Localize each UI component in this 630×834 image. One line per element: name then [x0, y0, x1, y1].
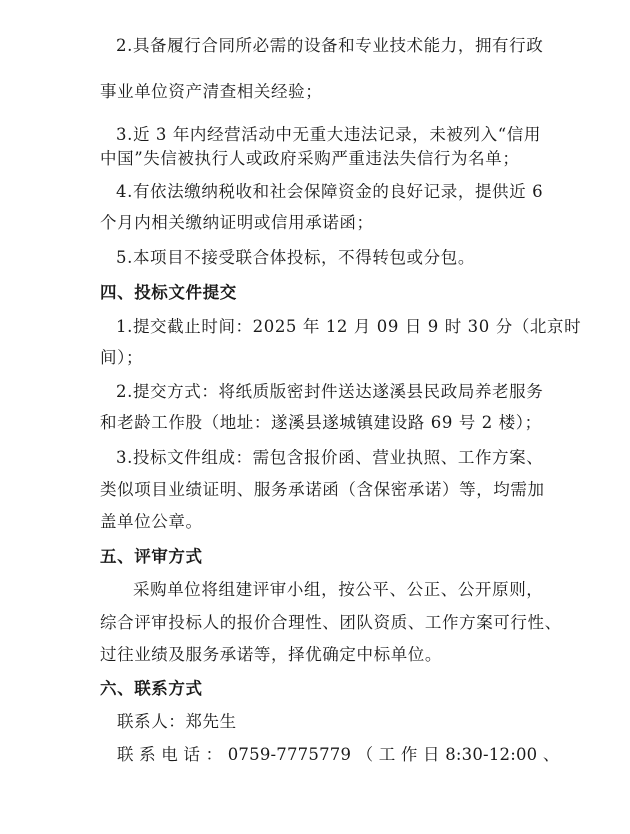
requirement-2-line-2: 事业单位资产清查相关经验；: [100, 82, 323, 101]
section-4-heading: 四、投标文件提交: [100, 283, 237, 302]
submit-item-1-line-1: 1.提交截止时间：2025 年 12 月 09 日 9 时 30 分（北京时: [116, 317, 582, 336]
submit-item-3-line-2: 类似项目业绩证明、服务承诺函（含保密承诺）等，均需加: [100, 480, 545, 499]
evaluation-line-2: 综合评审投标人的报价合理性、团队资质、工作方案可行性、: [100, 613, 562, 632]
requirement-5-line: 5.本项目不接受联合体投标，不得转包或分包。: [116, 248, 475, 267]
requirement-4-line-1: 4.有依法缴纳税收和社会保障资金的良好记录，提供近 6: [116, 182, 544, 201]
evaluation-line-3: 过往业绩及服务承诺等，择优确定中标单位。: [100, 645, 442, 664]
contact-phone-line: 联 系 电 话 ： 0759-7775779 （ 工 作 日 8:30-12:00 、: [117, 745, 560, 764]
section-6-heading: 六、联系方式: [100, 679, 203, 698]
requirement-4-line-2: 个月内相关缴纳证明或信用承诺函；: [100, 213, 374, 232]
contact-person-line: 联系人：郑先生: [117, 712, 237, 731]
submit-item-3-line-1: 3.投标文件组成：需包含报价函、营业执照、工作方案、: [116, 448, 544, 467]
submit-item-3-line-3: 盖单位公章。: [100, 512, 203, 531]
submit-item-2-line-2: 和老龄工作股（地址：遂溪县遂城镇建设路 69 号 2 楼）；: [100, 413, 542, 432]
requirement-2-line-1: 2.具备履行合同所必需的设备和专业技术能力，拥有行政: [116, 36, 544, 55]
requirement-3-line-1: 3.近 3 年内经营活动中无重大违法记录，未被列入“信用: [116, 125, 541, 144]
submit-item-1-line-2: 间）；: [100, 348, 144, 367]
section-5-heading: 五、评审方式: [100, 547, 203, 566]
requirement-3-line-2: 中国”失信被执行人或政府采购严重违法失信行为名单；: [100, 149, 520, 168]
evaluation-line-1: 采购单位将组建评审小组，按公平、公正、公开原则，: [133, 580, 544, 599]
submit-item-2-line-1: 2.提交方式：将纸质版密封件送达遂溪县民政局养老服务: [116, 382, 544, 401]
